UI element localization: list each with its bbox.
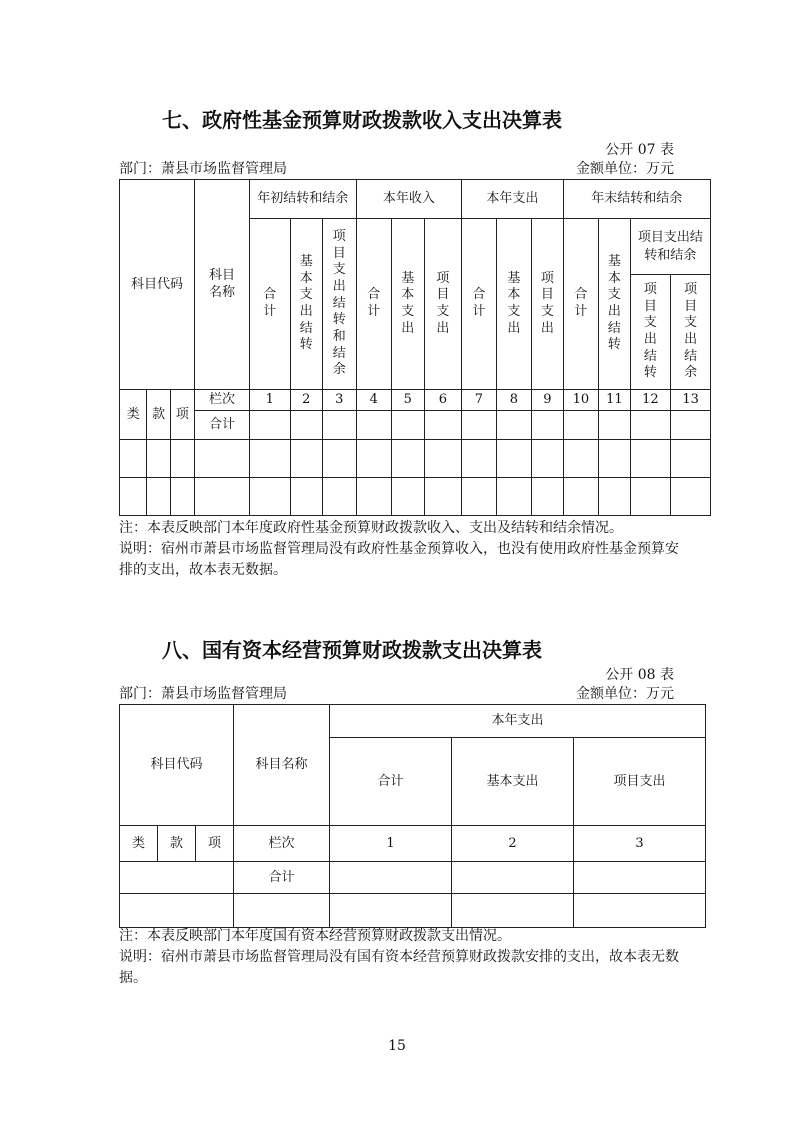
table8-title: 八、国有资本经营预算财政拨款支出决算表 [162, 638, 542, 662]
header-lei: 类 [120, 826, 158, 862]
col-number: 9 [532, 390, 563, 411]
col-number: 11 [599, 390, 630, 411]
col-number: 13 [671, 390, 711, 411]
table8-code: 公开 08 表 [605, 667, 674, 683]
header-subject-code: 科目代码 [120, 180, 195, 390]
header-income-project: 项目支出 [424, 219, 462, 390]
table8-department: 部门：萧县市场监督管理局 [119, 686, 287, 702]
header-total: 合计 [330, 738, 452, 826]
header-end-total: 合计 [563, 219, 599, 390]
table8-note: 注：本表反映部门本年度国有资本经营预算财政拨款支出情况。 [119, 928, 511, 944]
row-label-total: 合计 [234, 862, 330, 894]
header-ending-balance: 年末结转和结余 [563, 180, 710, 219]
header-xiang: 项 [196, 826, 234, 862]
header-begin-basic: 基本支出结转 [290, 219, 322, 390]
table7-title: 七、政府性基金预算财政拨款收入支出决算表 [162, 108, 562, 132]
header-subject-name: 科目名称 [195, 180, 250, 390]
col-number: 5 [392, 390, 424, 411]
header-project-expenditure: 项目支出 [574, 738, 706, 826]
col-number: 7 [462, 390, 497, 411]
table7 [119, 179, 711, 516]
header-xiang: 项 [170, 390, 194, 440]
col-number: 2 [290, 390, 322, 411]
page-number: 15 [388, 1038, 406, 1054]
table8-unit: 金额单位：万元 [576, 686, 674, 702]
table7-note: 注：本表反映部门本年度政府性基金预算财政拨款收入、支出及结转和结余情况。 [119, 520, 623, 536]
table8-explanation: 说明：宿州市萧县市场监督管理局没有国有资本经营预算财政拨款安排的支出，故本表无数据。 [119, 949, 679, 986]
header-lei: 类 [120, 390, 147, 440]
header-begin-project: 项目支出结转和结余 [323, 219, 357, 390]
header-income-basic: 基本支出 [392, 219, 424, 390]
header-annual-expenditure: 本年支出 [330, 705, 706, 738]
row-label-total: 合计 [195, 411, 250, 440]
header-kuan: 款 [158, 826, 196, 862]
header-subject-code: 科目代码 [120, 705, 234, 826]
table8 [119, 704, 706, 928]
header-beginning-balance: 年初结转和结余 [249, 180, 356, 219]
col-number: 4 [356, 390, 392, 411]
table-row [120, 478, 711, 516]
table7-explanation: 说明：宿州市萧县市场监督管理局没有政府性基金预算收入，也没有使用政府性基金预算安排的支出，故本表无数据。 [119, 541, 679, 578]
header-expend-total: 合计 [462, 219, 497, 390]
col-number: 2 [452, 826, 574, 862]
header-annual-expenditure: 本年支出 [462, 180, 564, 219]
header-kuan: 款 [147, 390, 170, 440]
header-expend-project: 项目支出 [532, 219, 563, 390]
col-number: 3 [323, 390, 357, 411]
table7-department: 部门：萧县市场监督管理局 [119, 161, 287, 177]
header-annual-income: 本年收入 [356, 180, 462, 219]
table-row [120, 894, 706, 928]
col-number: 6 [424, 390, 462, 411]
row-label-lanci: 栏次 [234, 826, 330, 862]
row-label-lanci: 栏次 [195, 390, 250, 411]
col-number: 10 [563, 390, 599, 411]
header-income-total: 合计 [356, 219, 392, 390]
table7-unit: 金额单位：万元 [576, 161, 674, 177]
header-subject-name: 科目名称 [234, 705, 330, 826]
col-number: 8 [496, 390, 532, 411]
table-row [120, 440, 711, 478]
table7-code: 公开 07 表 [605, 142, 674, 158]
header-end-project-carry: 项目支出结转 [630, 275, 671, 390]
header-end-project-balance: 项目支出结余 [671, 275, 711, 390]
col-number: 1 [330, 826, 452, 862]
col-number: 3 [574, 826, 706, 862]
header-begin-total: 合计 [249, 219, 290, 390]
header-end-project: 项目支出结转和结余 [630, 219, 710, 275]
col-number: 1 [249, 390, 290, 411]
col-number: 12 [630, 390, 671, 411]
header-expend-basic: 基本支出 [496, 219, 532, 390]
header-basic-expenditure: 基本支出 [452, 738, 574, 826]
header-end-basic: 基本支出结转 [599, 219, 630, 390]
